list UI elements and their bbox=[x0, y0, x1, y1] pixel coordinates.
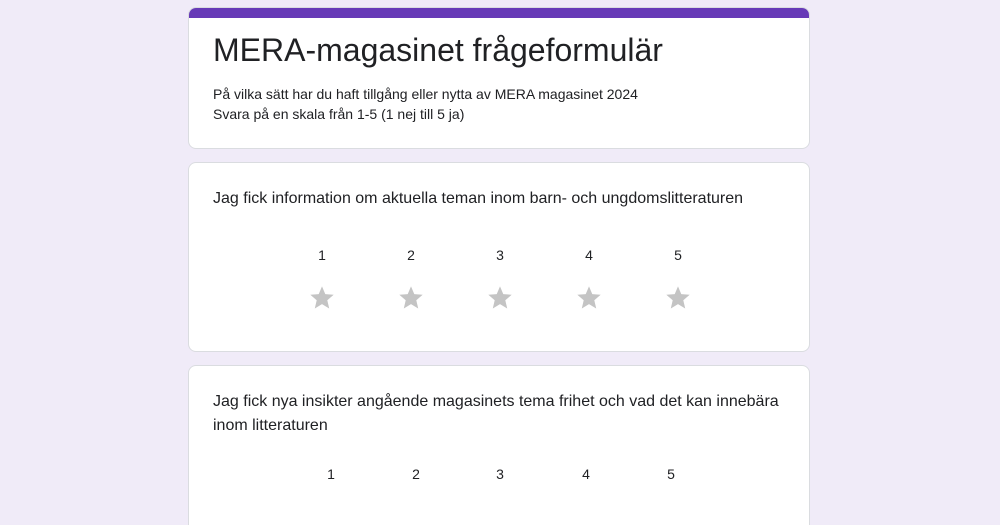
scale-label-2: 2 bbox=[407, 247, 415, 263]
form-description bbox=[213, 84, 638, 124]
star-icon bbox=[486, 284, 514, 312]
scale-label-4: 4 bbox=[582, 466, 590, 482]
scale-label-1: 1 bbox=[318, 247, 326, 263]
scale-label-2: 2 bbox=[412, 466, 420, 482]
form-description-line: På vilka sätt har du haft tillgång eller nytta av MERA magasinet 2024 bbox=[213, 86, 638, 102]
star-icon bbox=[664, 284, 692, 312]
form-accent-bar bbox=[189, 8, 809, 18]
question-title: Jag fick nya insikter angående magasinets tema frihet och vad det kan innebära inom litteraturen bbox=[213, 393, 779, 434]
star-icon bbox=[575, 284, 603, 312]
scale-label-4: 4 bbox=[585, 247, 593, 263]
rating-star-4[interactable] bbox=[569, 278, 609, 318]
question-card bbox=[188, 162, 810, 352]
scale-label-5: 5 bbox=[667, 466, 675, 482]
form-header-card bbox=[188, 7, 810, 149]
rating-star-1[interactable] bbox=[302, 278, 342, 318]
star-icon bbox=[397, 284, 425, 312]
scale-label-3: 3 bbox=[496, 466, 504, 482]
scale-label-5: 5 bbox=[674, 247, 682, 263]
question-card bbox=[188, 365, 810, 525]
form-title: MERA-magasinet frågeformulär bbox=[213, 32, 663, 68]
star-icon bbox=[308, 284, 336, 312]
scale-label-3: 3 bbox=[496, 247, 504, 263]
rating-star-2[interactable] bbox=[391, 278, 431, 318]
scale-label-1: 1 bbox=[327, 466, 335, 482]
question-title: Jag fick information om aktuella teman inom barn- och ungdomslitteraturen bbox=[213, 190, 744, 207]
rating-star-3[interactable] bbox=[480, 278, 520, 318]
rating-star-5[interactable] bbox=[658, 278, 698, 318]
form-description-line: Svara på en skala från 1-5 (1 nej till 5 ja) bbox=[213, 106, 465, 122]
